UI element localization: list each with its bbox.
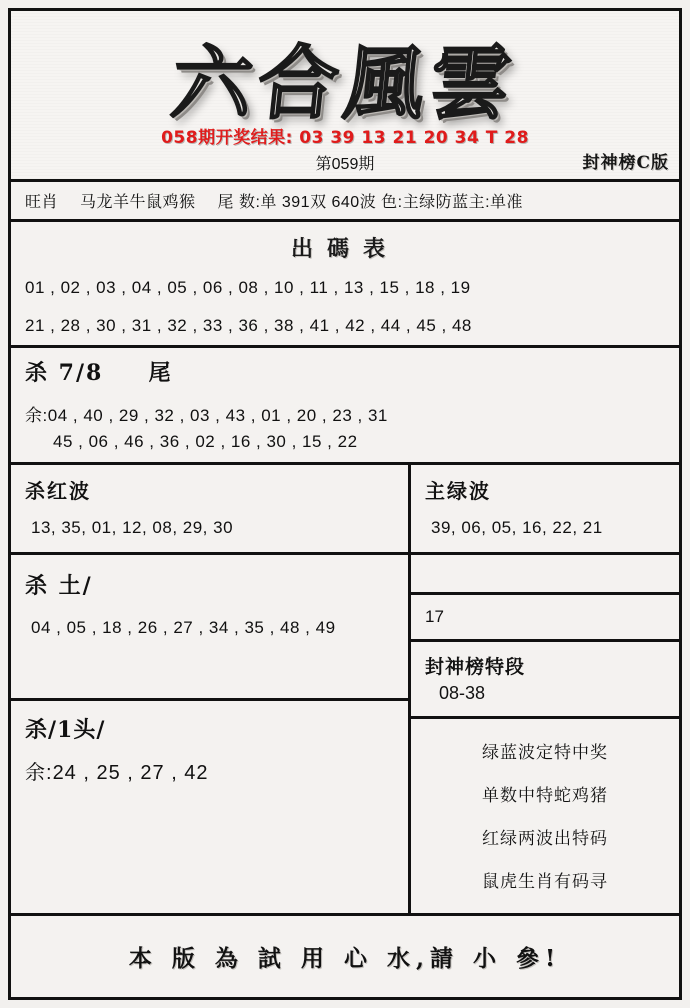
kill-tail-title-text: 杀 7/8 [25,360,104,386]
kill-tail-yu-label: 余: [25,406,48,425]
draw-result-text: 058期开奖结果: 03 39 13 21 20 34 T 28 [161,128,529,148]
right-value-cell [411,595,679,642]
main-green-title: 主绿波 [425,479,491,503]
chuma-line-1: 01 , 02 , 03 , 04 , 05 , 06 , 08 , 10 , 11 , 13 , 15 , 18 , 19 [25,278,471,297]
kill-red-cell [11,465,408,555]
info-row [11,182,679,222]
poster-footer [11,916,679,997]
tejia-cell [411,642,679,719]
kill-red-title: 杀红波 [25,479,91,503]
edition-label: 封神榜C版 [582,153,669,173]
kill-tail-line-2: 45 , 06 , 46 , 36 , 02 , 16 , 30 , 15 , 22 [53,432,358,451]
kill-tail-nums-1: 04 , 40 , 29 , 32 , 03 , 43 , 01 , 20 , 23 , 31 [47,406,388,425]
slogan-list [411,719,679,913]
right-blank-cell [411,555,679,595]
poster-header [11,11,679,182]
main-green-cell [411,465,679,555]
main-green-numbers: 39, 06, 05, 16, 22, 21 [431,518,603,537]
kill-head-yu-label: 余: [25,762,53,784]
footer-text: 本 版 為 試 用 心 水,請 小 參! [128,945,562,972]
slogan-item: 红绿两波出特码 [482,829,608,848]
wangxiao-value: 马龙羊牛鼠鸡猴 [80,194,196,211]
split-right-column [411,465,679,913]
chuma-section [11,222,679,348]
kill-tail-section [11,348,679,465]
slogan-item: 鼠虎生肖有码寻 [482,872,608,891]
kill-earth-title: 杀 土/ [25,573,93,599]
split-left-column [11,465,411,913]
logo-title: 六合風雲 [167,36,522,130]
kill-red-numbers: 13, 35, 01, 12, 08, 29, 30 [31,518,234,537]
kill-head-cell [11,701,408,801]
issue-number: 第059期 [315,156,375,173]
slogans-cell [411,719,679,913]
kill-earth-blank-strip [11,654,408,698]
middle-split [11,465,679,916]
wangxiao-label: 旺肖 [25,194,59,211]
tejia-value: 08-38 [439,683,486,703]
chuma-line-2: 21 , 28 , 30 , 31 , 32 , 33 , 36 , 38 , 41 , 42 , 44 , 45 , 48 [25,316,472,335]
kill-earth-cell [11,555,408,701]
poster-inner [11,11,679,997]
weishu-bose-text: 尾 数:单 391双 640波 色:主绿防蓝主:单准 [217,194,524,211]
kill-head-numbers: 24 , 25 , 27 , 42 [52,762,209,784]
kill-earth-numbers: 04 , 05 , 18 , 26 , 27 , 34 , 35 , 48 , 49 [31,618,336,637]
kill-tail-title [11,348,679,393]
kill-tail-subtitle: 尾 [148,360,173,386]
chuma-title: 出碼表 [290,236,399,262]
slogan-item: 单数中特蛇鸡猪 [482,786,608,805]
tejia-title: 封神榜特段 [425,656,526,678]
kill-tail-line-1 [11,393,679,430]
slogan-item: 绿蓝波定特中奖 [482,743,608,762]
poster-frame [8,8,682,1000]
kill-head-numbers-line [11,750,408,801]
kill-head-title: 杀/1头/ [25,717,106,743]
right-value-text: 17 [425,607,444,626]
